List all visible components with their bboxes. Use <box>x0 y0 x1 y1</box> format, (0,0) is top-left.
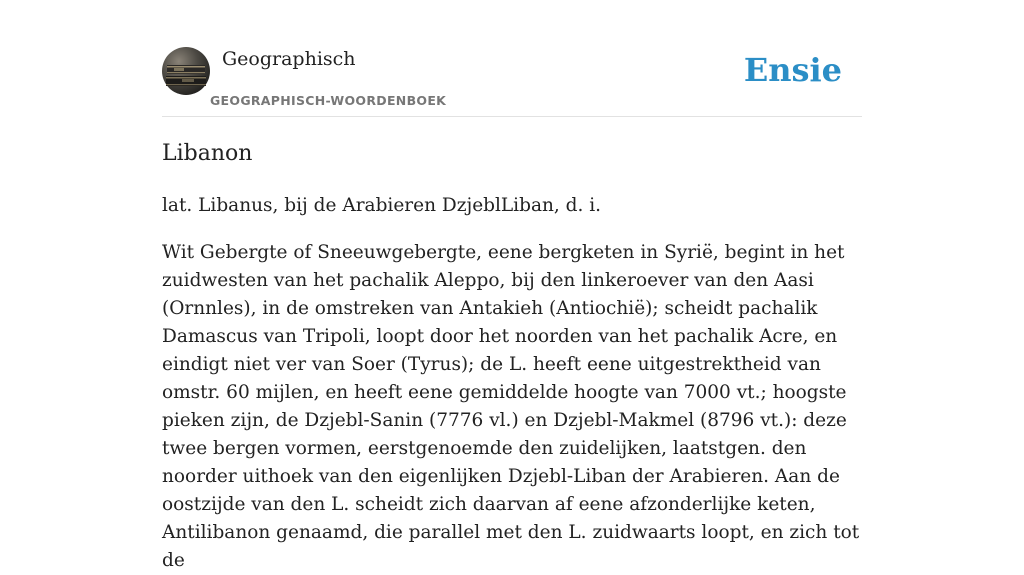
source-subtitle[interactable]: GEOGRAPHISCH-WOORDENBOEK <box>210 93 447 108</box>
source-avatar[interactable] <box>162 47 210 95</box>
book-spines-avatar-icon <box>162 47 210 95</box>
entry-body: Wit Gebergte of Sneeuwgebergte, eene bergketen in Syrië, begint in het zuidwesten van het pachalik Aleppo, bij den linkeroever van den Aasi (Ornnles), in de omstreken van Antakieh (Antiochië); scheidt pachalik Damascus van Tripoli, loopt door het noorden van het pachalik Acre, en eindigt niet ver van Soer (Tyrus); de L. heeft eene uitgestrektheid van omstr. 60 mijlen, en heeft eene gemiddelde hoogte van 7000 vt.; hoogste pieken zijn, de Dzjebl-Sanin (7776 vl.) en Dzjebl-Makmel (8796 vt.): deze twee bergen vormen, eerstgenoemde den zuidelijken, laatstgen. den noorder uithoek van den eigenlijken Dzjebl-Liban der Arabieren. Aan de oostzijde van den L. scheidt zich daarvan af eene afzonderlijke keten, Antilibanon genaamd, die parallel met den L. zuidwaarts loopt, en zich tot de <box>162 242 860 571</box>
entry-article <box>162 138 862 575</box>
entry-title: Libanon <box>162 141 253 166</box>
source-title[interactable]: Geographisch <box>222 48 356 70</box>
source-header <box>162 40 862 117</box>
entry-intro: lat. Libanus, bij de Arabieren DzjeblLiban, d. i. <box>162 195 602 216</box>
ensie-logo[interactable]: Ensie <box>743 51 842 89</box>
